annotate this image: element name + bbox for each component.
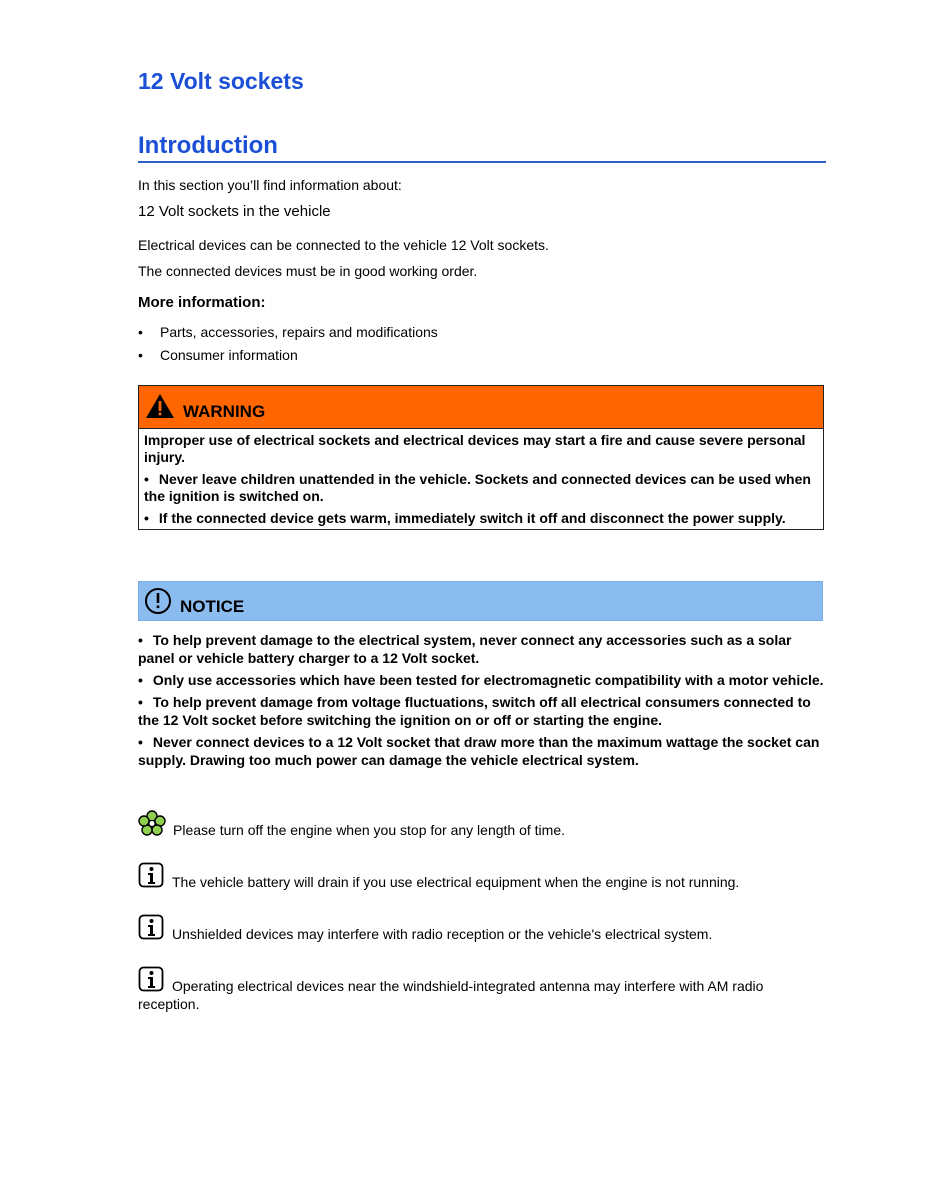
note-text: The vehicle battery will drain if you use electrical equipment when the engine is not running. (172, 874, 740, 890)
info-icon (138, 914, 164, 940)
list-item (138, 344, 438, 367)
page-title: 12 Volt sockets (138, 68, 304, 94)
notice-label: NOTICE (180, 597, 245, 616)
note-text: Please turn off the engine when you stop for any length of time. (173, 822, 565, 838)
warning-label: WARNING (183, 402, 266, 421)
notice-item-text: Only use accessories which have been tested for electromagnetic compatibility with a motor vehicle. (152, 672, 824, 688)
section-title: Introduction (138, 132, 278, 159)
intro-topic: 12 Volt sockets in the vehicle (138, 203, 331, 220)
info-note (138, 914, 826, 943)
warning-item-text: Never leave children unattended in the vehicle. Sockets and connected devices can be used when the ignition is switched on. (144, 471, 811, 504)
notice-item (138, 631, 826, 667)
more-info-link: Consumer information (160, 347, 298, 363)
notice-item (138, 671, 826, 689)
warning-lead: Improper use of electrical sockets and electrical devices may start a fire and cause severe personal injury. (144, 432, 806, 465)
info-icon (138, 862, 164, 888)
info-icon (138, 966, 164, 992)
list-item (138, 321, 438, 344)
intro-lead: In this section you’ll find information about: (138, 177, 402, 193)
warning-header (139, 386, 823, 429)
section-header (138, 132, 826, 163)
bullet: • (138, 694, 143, 710)
note-text: Unshielded devices may interfere with radio reception or the vehicle's electrical system. (172, 926, 713, 942)
info-note (138, 862, 826, 891)
bullet: • (144, 510, 149, 526)
note-text: Operating electrical devices near the windshield-integrated antenna may interfere with AM radio reception. (138, 978, 764, 1012)
bullet: • (138, 734, 143, 750)
notice-header (138, 581, 823, 621)
info-note (138, 966, 826, 1013)
more-info-link: Parts, accessories, repairs and modifications (160, 324, 438, 340)
environment-flower-icon (138, 810, 166, 836)
bullet: • (138, 324, 143, 340)
notice-item (138, 693, 826, 729)
warning-triangle-icon (145, 393, 175, 419)
warning-body (139, 429, 823, 529)
bullet: • (138, 632, 143, 648)
more-info-list (138, 321, 438, 367)
notice-body (138, 631, 826, 773)
intro-paragraph-2: The connected devices must be in good working order. (138, 263, 478, 279)
exclamation-circle-icon (143, 586, 173, 616)
bullet: • (144, 471, 149, 487)
bullet: • (138, 347, 143, 363)
environment-note (138, 810, 826, 839)
warning-item-text: If the connected device gets warm, immediately switch it off and disconnect the power supply. (158, 510, 786, 526)
notice-item-text: To help prevent damage to the electrical system, never connect any accessories such as a solar panel or vehicle battery charger to a 12 Volt socket. (138, 632, 792, 666)
warning-item (144, 510, 817, 527)
notice-item (138, 733, 826, 769)
more-info-heading: More information: (138, 294, 266, 311)
notice-item-text: Never connect devices to a 12 Volt socket that draw more than the maximum wattage the socket can supply. Drawing too much power can damage the vehicle electrical system. (138, 734, 820, 768)
warning-item (144, 471, 817, 505)
notice-item-text: To help prevent damage from voltage fluctuations, switch off all electrical consumers connected to the 12 Volt socket before switching the ignition on or off or starting the engine. (138, 694, 811, 728)
intro-paragraph-1: Electrical devices can be connected to the vehicle 12 Volt sockets. (138, 237, 549, 253)
bullet: • (138, 672, 143, 688)
warning-box (138, 385, 824, 530)
